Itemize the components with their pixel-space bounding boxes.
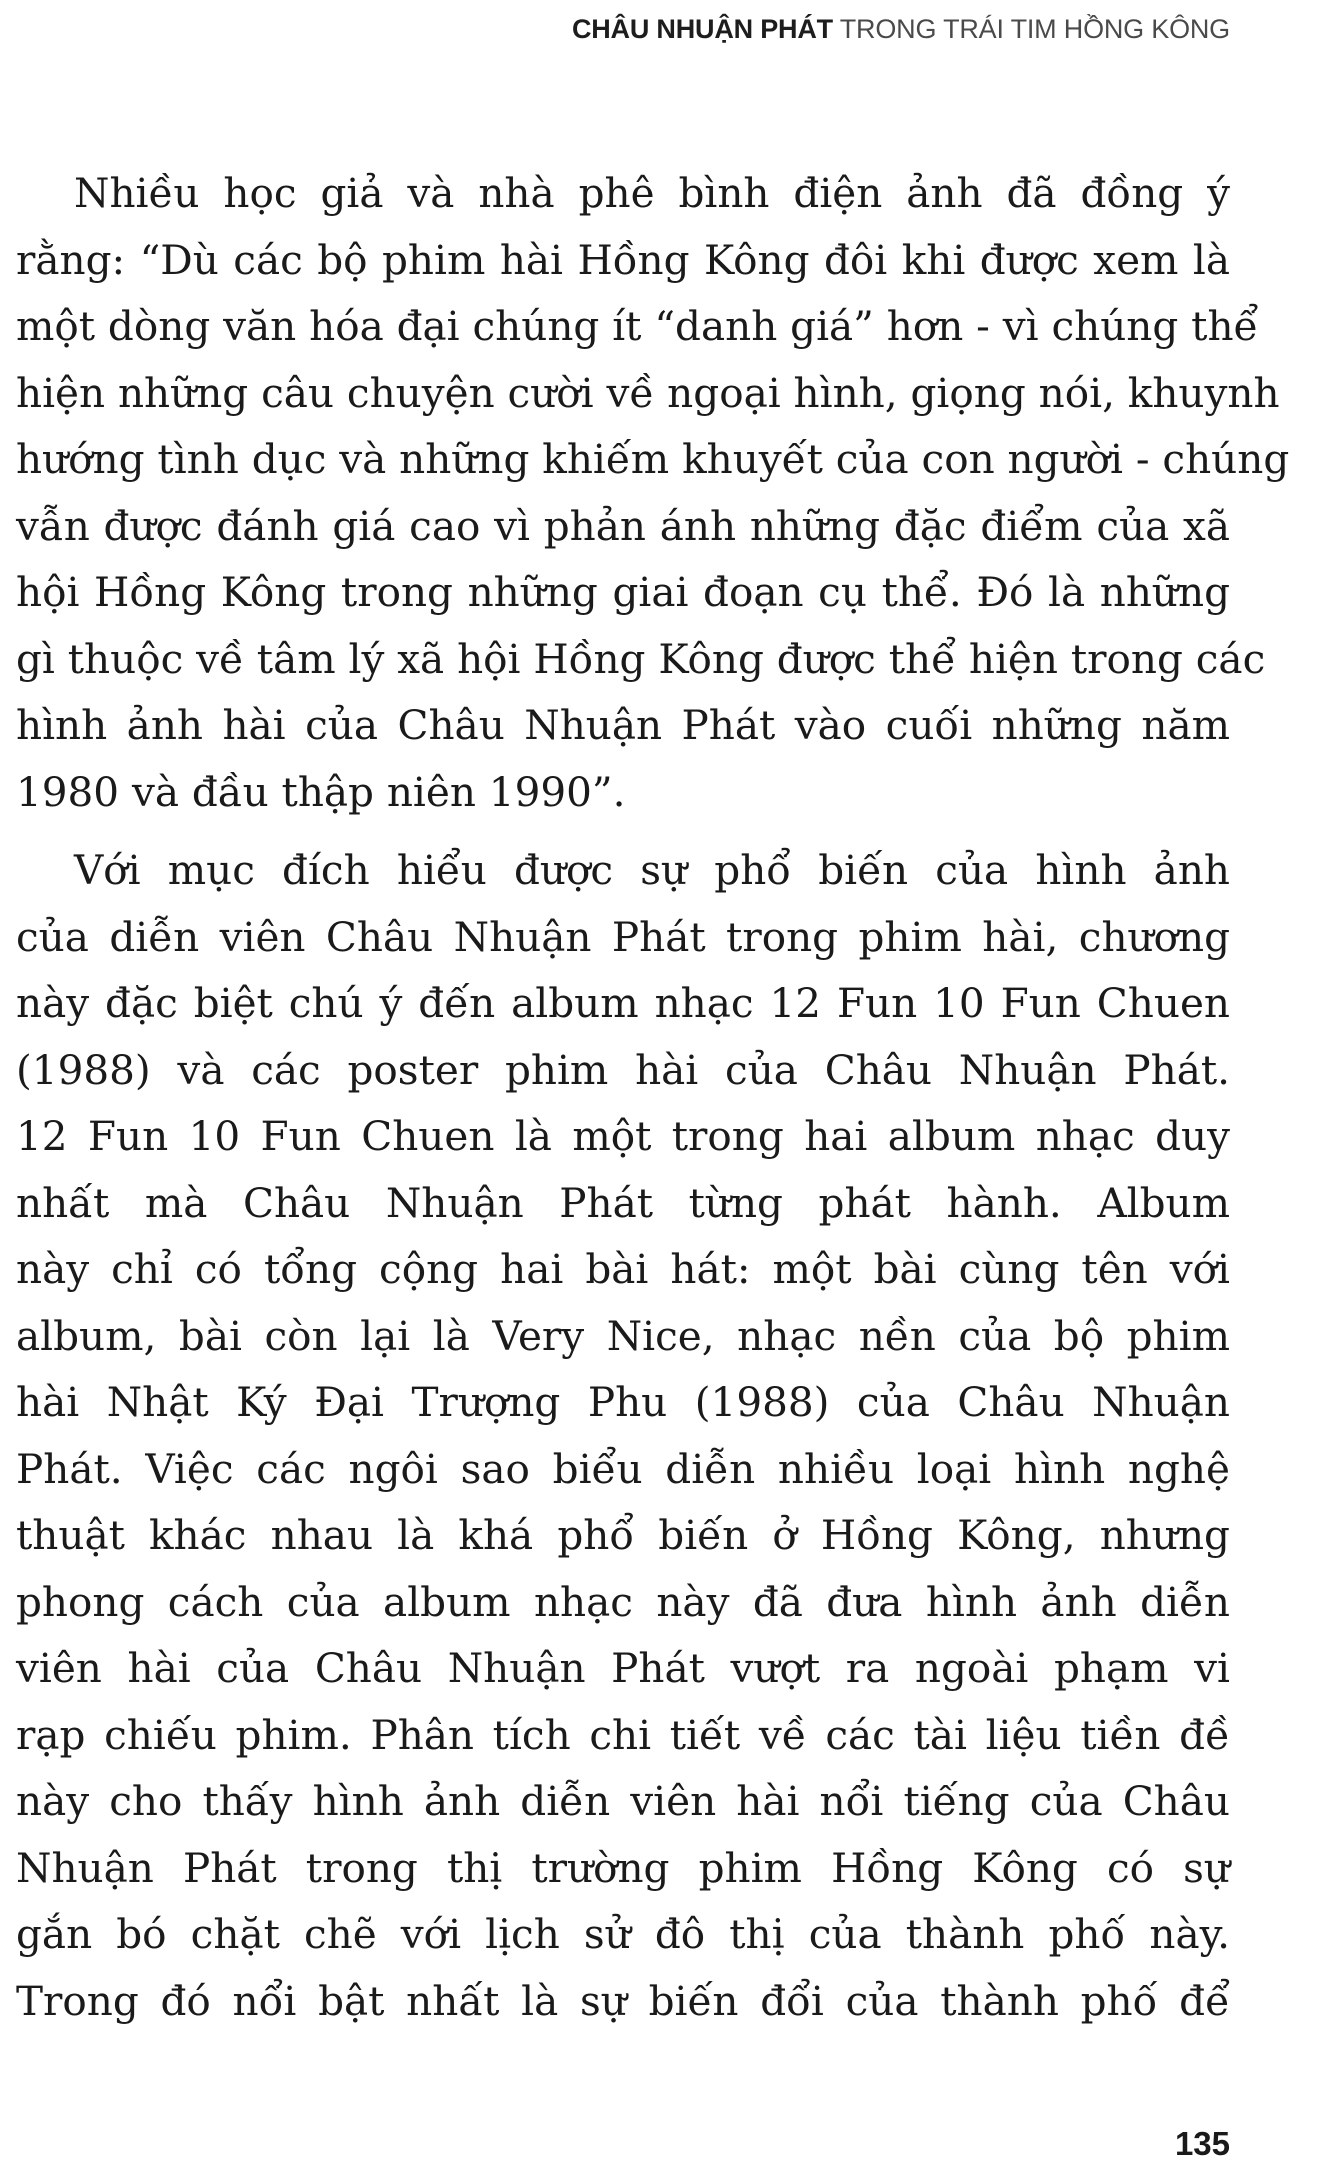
paragraph-2 [16, 837, 1230, 2034]
body-text [16, 160, 1290, 2034]
text-line: gì thuộc về tâm lý xã hội Hồng Kông được thể hiện trong các [16, 634, 1266, 683]
text-line: hài Nhật Ký Đại Trượng Phu (1988) của Châu Nhuận [16, 1378, 1230, 1426]
text-line: Nhuận Phát trong thị trường phim Hồng Kông có sự [16, 1843, 1230, 1892]
text-line: vẫn được đánh giá cao vì phản ánh những đặc điểm của xã [16, 501, 1230, 550]
text-line: album, bài còn lại là Very Nice, nhạc nền của bộ phim [16, 1311, 1230, 1360]
text-line: (1988) và các poster phim hài của Châu Nhuận Phát. [16, 1045, 1230, 1094]
text-line: viên hài của Châu Nhuận Phát vượt ra ngoài phạm vi [16, 1644, 1230, 1692]
running-header-author: CHÂU NHUẬN PHÁT [571, 14, 833, 44]
text-line: thuật khác nhau là khá phổ biến ở Hồng Kông, nhưng [16, 1511, 1230, 1559]
text-line: này cho thấy hình ảnh diễn viên hài nổi tiếng của Châu [16, 1777, 1230, 1825]
text-line: hội Hồng Kông trong những giai đoạn cụ thể. Đó là những [16, 568, 1230, 616]
text-line: 12 Fun 10 Fun Chuen là một trong hai album nhạc duy [16, 1112, 1230, 1160]
text-line: rạp chiếu phim. Phân tích chi tiết về các tài liệu tiền đề [16, 1710, 1230, 1759]
text-line: Phát. Việc các ngôi sao biểu diễn nhiều loại hình nghệ [16, 1444, 1230, 1493]
text-line: rằng: “Dù các bộ phim hài Hồng Kông đôi khi được xem là [16, 235, 1230, 284]
paragraph-1 [16, 160, 1290, 825]
text-line: hình ảnh hài của Châu Nhuận Phát vào cuối những năm [16, 701, 1230, 749]
text-line: hiện những câu chuyện cười về ngoại hình, giọng nói, khuynh [16, 368, 1280, 417]
text-line: Nhiều học giả và nhà phê bình điện ảnh đã đồng ý [74, 169, 1230, 217]
text-line: 1980 và đầu thập niên 1990”. [16, 767, 626, 816]
running-header-title: TRONG TRÁI TIM HỒNG KÔNG [839, 14, 1230, 44]
text-line: phong cách của album nhạc này đã đưa hình ảnh diễn [16, 1577, 1230, 1626]
running-header [572, 14, 1230, 45]
text-line: Trong đó nổi bật nhất là sự biến đổi của thành phố để [16, 1976, 1230, 2025]
text-line: nhất mà Châu Nhuận Phát từng phát hành. Album [16, 1178, 1230, 1227]
text-line: này chỉ có tổng cộng hai bài hát: một bài cùng tên với [16, 1245, 1230, 1293]
text-line: gắn bó chặt chẽ với lịch sử đô thị của thành phố này. [16, 1910, 1230, 1958]
text-line: hướng tình dục và những khiếm khuyết của con người - chúng [16, 435, 1290, 483]
page-number: 135 [1174, 2125, 1230, 2162]
text-line: của diễn viên Châu Nhuận Phát trong phim hài, chương [16, 912, 1230, 961]
text-line: này đặc biệt chú ý đến album nhạc 12 Fun 10 Fun Chuen [16, 979, 1230, 1027]
text-line: một dòng văn hóa đại chúng ít “danh giá” hơn - vì chúng thể [16, 302, 1259, 350]
text-line: Với mục đích hiểu được sự phổ biến của hình ảnh [74, 846, 1230, 894]
